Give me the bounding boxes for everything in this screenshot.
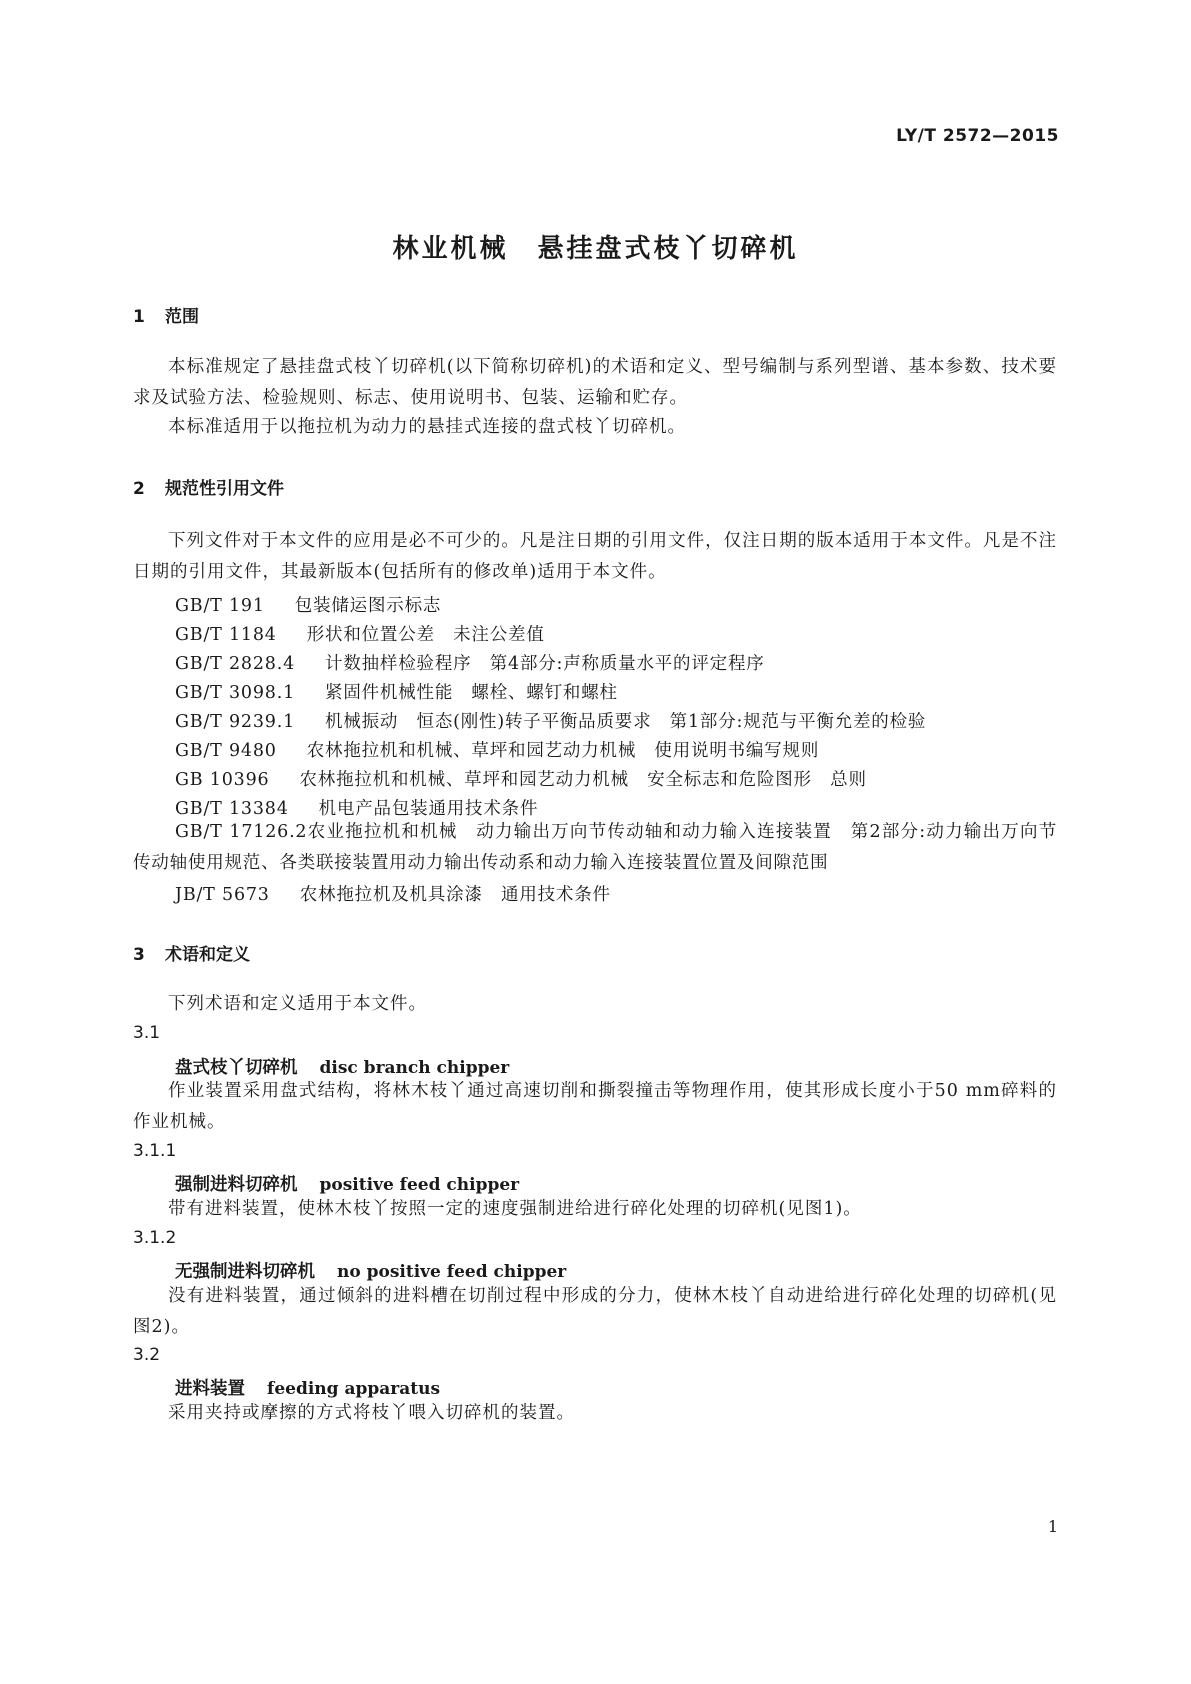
term-definition: 作业装置采用盘式结构，将林木枝丫通过高速切削和撕裂撞击等物理作用，使其形成长度小于50 mm碎料的作业机械。 [133,1081,1057,1132]
section-title: 规范性引用文件 [165,479,284,499]
term-zh: 盘式枝丫切碎机 [175,1058,298,1078]
term-zh: 无强制进料切碎机 [175,1262,315,1282]
section-title: 范围 [165,307,199,327]
section-number: 1 [133,307,145,327]
standard-code: LY/T 2572—2015 [896,126,1059,146]
term-en: feeding apparatus [267,1379,441,1399]
reference-title: 形状和位置公差 未注公差值 [306,625,545,645]
reference-item-long [133,817,1057,879]
reference-item [175,766,867,791]
reference-title: 农林拖拉机及机具涂漆 通用技术条件 [299,885,611,905]
reference-code: GB/T 3098.1 [175,683,296,703]
document-title: 林业机械 悬挂盘式枝丫切碎机 [392,234,799,264]
term-heading [175,1375,440,1400]
clause-number: 3.1 [133,1023,161,1043]
reference-item [175,621,545,646]
reference-title: 紧固件机械性能 螺栓、螺钉和螺柱 [325,683,618,703]
term-zh: 强制进料切碎机 [175,1175,298,1195]
term-heading [175,1171,519,1196]
section-number: 3 [133,945,145,965]
term-en: no positive feed chipper [337,1262,567,1282]
term-en: disc branch chipper [319,1058,510,1078]
reference-title: 机电产品包装通用技术条件 [318,799,539,819]
term-en: positive feed chipper [319,1175,520,1195]
clause-number: 3.1.1 [133,1141,177,1161]
section-1-heading [133,302,199,327]
reference-title: 农业拖拉机和机械 动力输出万向节传动轴和动力输入连接装置 第2部分:动力输出万向节传动轴使用规范、各类联接装置用动力输出传动系和动力输入连接装置位置及间隙范围 [133,822,1058,873]
reference-item [175,708,926,733]
reference-code: GB/T 9239.1 [175,712,296,732]
paragraph: 下列文件对于本文件的应用是必不可少的。凡是注日期的引用文件，仅注日期的版本适用于本文件。凡是不注日期的引用文件，其最新版本(包括所有的修改单)适用于本文件。 [133,531,1057,582]
reference-code: GB/T 9480 [175,741,277,761]
clause-number: 3.1.2 [133,1228,177,1248]
section-2-heading [133,474,284,499]
clause-number: 3.2 [133,1345,161,1365]
term-definition: 采用夹持或摩擦的方式将枝丫喂入切碎机的装置。 [168,1403,575,1423]
paragraph: 下列术语和定义适用于本文件。 [168,994,427,1014]
term-definition: 没有进料装置，通过倾斜的进料槽在切削过程中形成的分力，使林木枝丫自动进给进行碎化处理的切碎机(见图2)。 [133,1286,1057,1337]
reference-item [175,592,441,617]
reference-code: GB 10396 [175,770,270,790]
reference-title: 计数抽样检验程序 第4部分:声称质量水平的评定程序 [325,654,765,674]
paragraph: 本标准规定了悬挂盘式枝丫切碎机(以下简称切碎机)的术语和定义、型号编制与系列型谱、基本参数、技术要求及试验方法、检验规则、标志、使用说明书、包装、运输和贮存。 [133,357,1057,408]
reference-item [175,881,611,906]
reference-title: 农林拖拉机和机械、草坪和园艺动力机械 使用说明书编写规则 [306,741,820,761]
page-number: 1 [1047,1517,1058,1536]
reference-code: GB/T 191 [175,596,265,616]
section-3-heading [133,940,250,965]
reference-code: JB/T 5673 [175,885,270,905]
reference-code: GB/T 17126.2 [175,822,308,842]
reference-code: GB/T 2828.4 [175,654,296,674]
reference-title: 包装储运图示标志 [294,596,442,616]
reference-item [175,737,819,762]
section-number: 2 [133,479,145,499]
paragraph: 本标准适用于以拖拉机为动力的悬挂式连接的盘式枝丫切碎机。 [168,417,686,437]
reference-code: GB/T 1184 [175,625,277,645]
term-heading [175,1258,566,1283]
reference-item [175,679,618,704]
term-definition: 带有进料装置，使林木枝丫按照一定的速度强制进给进行碎化处理的切碎机(见图1)。 [168,1199,862,1219]
reference-code: GB/T 13384 [175,799,289,819]
section-title: 术语和定义 [165,945,250,965]
reference-title: 农林拖拉机和机械、草坪和园艺动力机械 安全标志和危险图形 总则 [299,770,867,790]
reference-title: 机械振动 恒态(刚性)转子平衡品质要求 第1部分:规范与平衡允差的检验 [325,712,927,732]
term-zh: 进料装置 [175,1379,245,1399]
reference-item [175,650,765,675]
